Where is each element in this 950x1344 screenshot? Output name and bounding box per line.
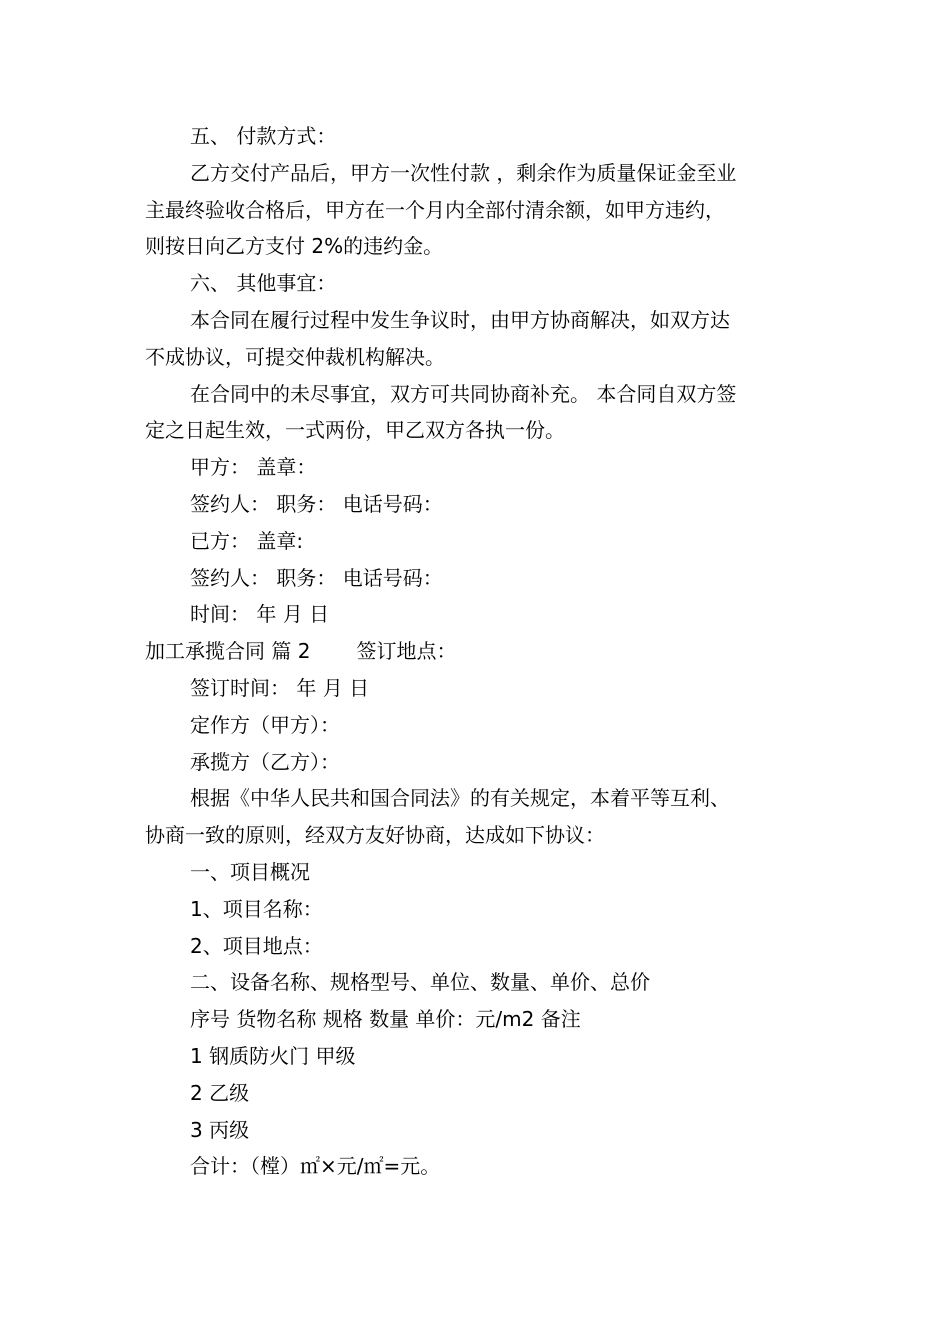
party-b-seal-line: 已方： 盖章: — [190, 528, 304, 553]
paragraph-line: 协商一致的原则，经双方友好协商，达成如下协议： — [145, 823, 605, 848]
date-line: 时间： 年 月 日 — [190, 602, 330, 627]
party-a-seal-line: 甲方： 盖章： — [190, 455, 317, 480]
section-heading-other: 六、 其他事宜： — [190, 271, 337, 296]
section-heading-project: 一、项目概况 — [190, 859, 310, 884]
document-body — [145, 118, 810, 1185]
contract-title: 加工承揽合同 篇 2 — [145, 639, 311, 664]
party-b-line: 承揽方（乙方）： — [190, 749, 340, 774]
contract-2-heading — [145, 633, 810, 670]
paragraph-line: 不成协议，可提交仲裁机构解决。 — [145, 344, 445, 369]
table-header-line: 序号 货物名称 规格 数量 单价：元/m2 备注 — [190, 1007, 581, 1032]
paragraph-line: 在合同中的未尽事宜，双方可共同协商补充。 本合同自双方签 — [190, 381, 737, 406]
total-line: 合计：（樘）㎡×元/㎡=元。 — [190, 1154, 441, 1179]
section-heading-payment: 五、 付款方式： — [190, 124, 337, 148]
paragraph-line: 根据《中华人民共和国合同法》的有关规定，本着平等互利、 — [190, 786, 730, 811]
project-location-line: 2、项目地点： — [190, 933, 323, 958]
signatory-line: 签约人： 职务： 电话号码： — [190, 491, 443, 516]
table-row: 2 乙级 — [190, 1080, 250, 1105]
signing-time-line: 签订时间： 年 月 日 — [190, 675, 370, 700]
paragraph-line: 主最终验收合格后，甲方在一个月内全部付清余额，如甲方违约， — [145, 197, 725, 222]
paragraph-line: 乙方交付产品后，甲方一次性付款 ，剩余作为质量保证金至业 — [190, 160, 737, 185]
signatory-line: 签约人： 职务： 电话号码： — [190, 565, 443, 590]
paragraph-line: 定之日起生效，一式两份，甲乙双方各执一份。 — [145, 418, 565, 443]
section-heading-equipment: 二、设备名称、规格型号、单位、数量、单价、总价 — [190, 970, 650, 995]
project-name-line: 1、项目名称： — [190, 896, 323, 921]
table-row: 1 钢质防火门 甲级 — [190, 1043, 356, 1068]
party-a-line: 定作方（甲方）： — [190, 712, 340, 737]
paragraph-line: 本合同在履行过程中发生争议时，由甲方协商解决，如双方达 — [190, 307, 730, 332]
paragraph-line: 则按日向乙方支付 2%的违约金。 — [145, 234, 444, 259]
table-row: 3 丙级 — [190, 1117, 250, 1142]
signing-place-label: 签订地点： — [356, 639, 457, 664]
